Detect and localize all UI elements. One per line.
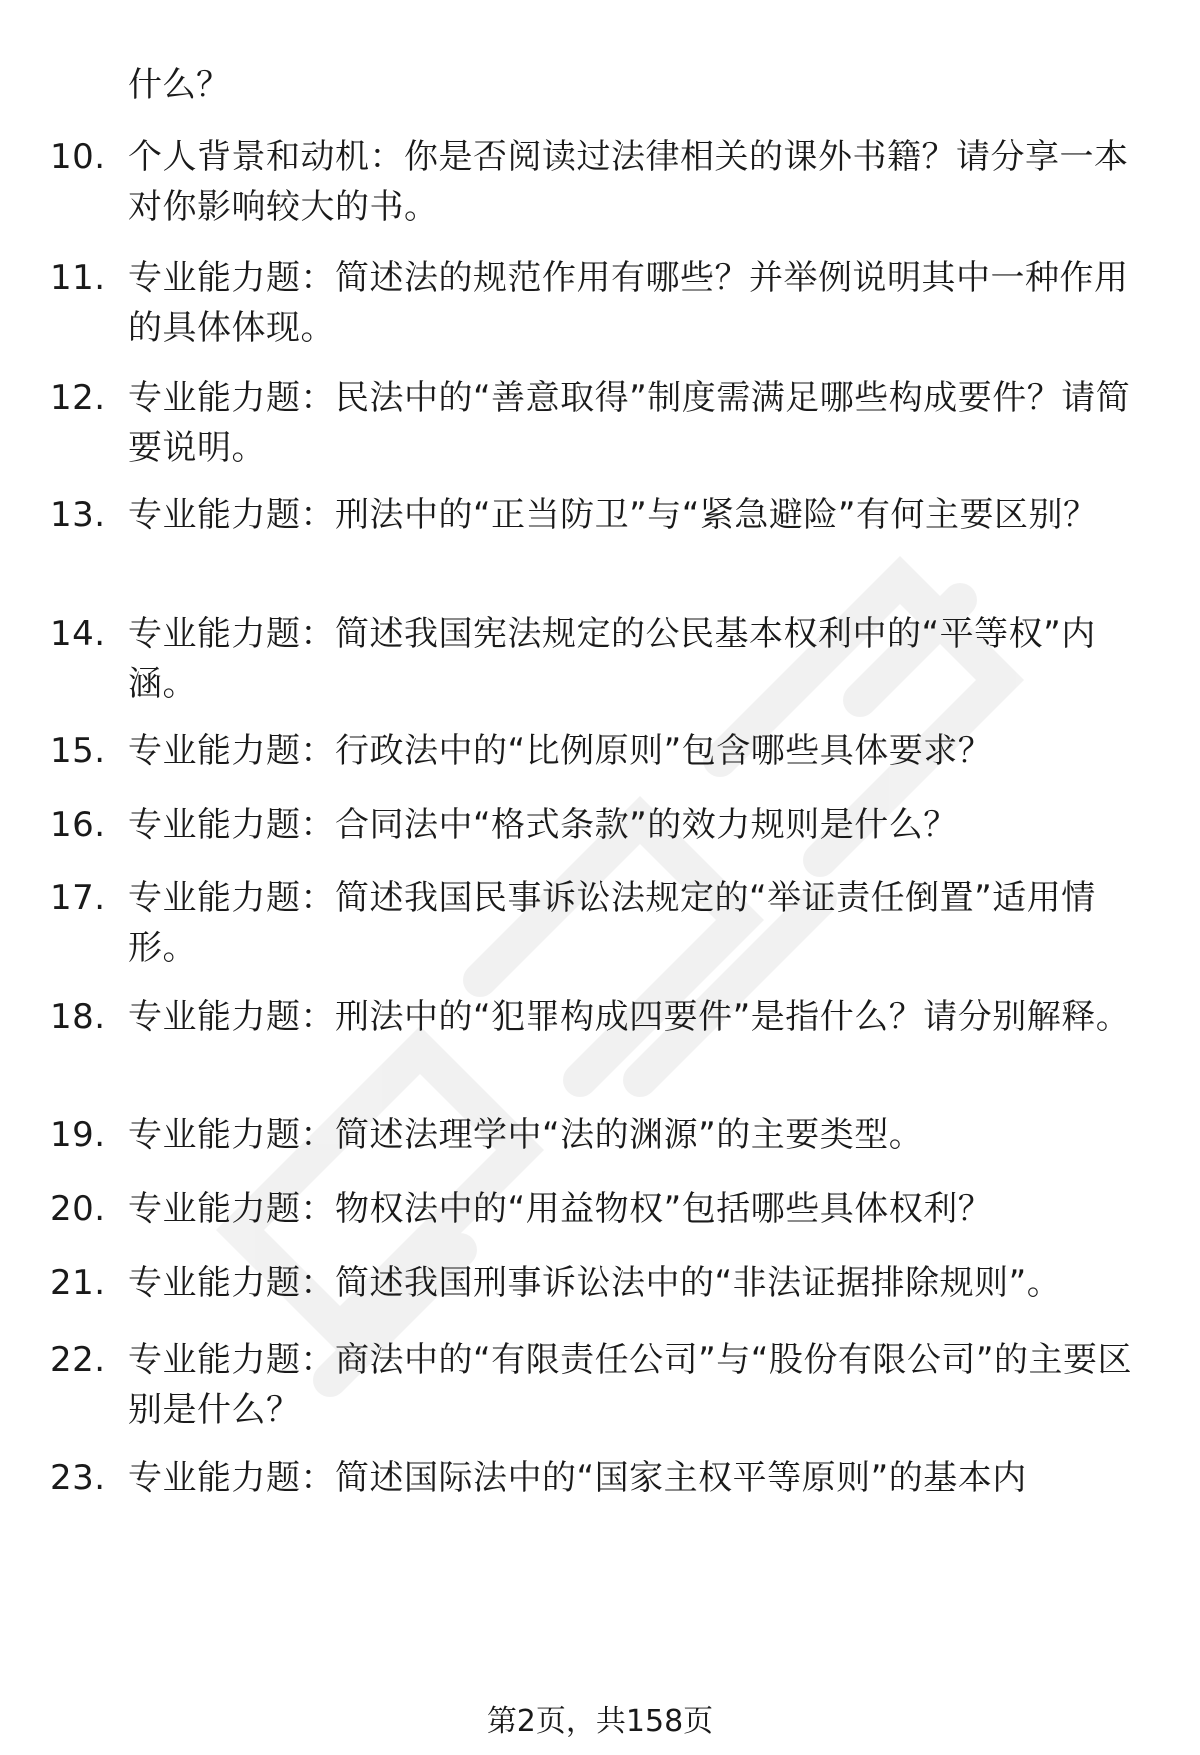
question-text: 专业能力题：行政法中的“比例原则”包含哪些具体要求？ <box>128 731 993 771</box>
question-text: 专业能力题：民法中的“善意取得”制度需满足哪些构成要件？请简要说明。 <box>128 378 1131 468</box>
question-item <box>50 1335 1160 1435</box>
question-number: 23. <box>50 1458 106 1498</box>
question-number: 10. <box>50 137 106 177</box>
question-text: 个人背景和动机：你是否阅读过法律相关的课外书籍？请分享一本对你影响较大的书。 <box>128 137 1129 227</box>
question-item <box>50 992 1160 1042</box>
question-number: 18. <box>50 997 106 1037</box>
question-number: 19. <box>50 1115 106 1155</box>
question-text: 专业能力题：简述国际法中的“国家主权平等原则”的基本内 <box>128 1458 1027 1498</box>
question-number: 17. <box>50 878 106 918</box>
question-text: 专业能力题：商法中的“有限责任公司”与“股份有限公司”的主要区别是什么？ <box>128 1340 1132 1430</box>
question-text: 专业能力题：简述法的规范作用有哪些？并举例说明其中一种作用的具体体现。 <box>128 258 1129 348</box>
question-item <box>50 490 1160 540</box>
question-item <box>50 1453 1160 1503</box>
question-item <box>50 1110 1160 1160</box>
question-number: 16. <box>50 805 106 845</box>
question-text: 专业能力题：简述我国民事诉讼法规定的“举证责任倒置”适用情形。 <box>128 878 1096 968</box>
question-item <box>50 873 1160 973</box>
question-item <box>50 373 1160 473</box>
question-number: 12. <box>50 378 106 418</box>
question-item <box>50 609 1160 709</box>
question-number: 21. <box>50 1263 106 1303</box>
question-item <box>50 1184 1160 1234</box>
question-text: 专业能力题：刑法中的“正当防卫”与“紧急避险”有何主要区别？ <box>128 495 1098 535</box>
question-item <box>50 726 1160 776</box>
question-number: 20. <box>50 1189 106 1229</box>
question-text: 专业能力题：物权法中的“用益物权”包括哪些具体权利？ <box>128 1189 993 1229</box>
question-number: 14. <box>50 614 106 654</box>
question-text: 专业能力题：简述我国宪法规定的公民基本权利中的“平等权”内涵。 <box>128 614 1096 704</box>
question-text: 专业能力题：简述法理学中“法的渊源”的主要类型。 <box>128 1115 924 1155</box>
page-footer: 第2页，共158页 <box>486 1704 714 1739</box>
question-number: 13. <box>50 495 106 535</box>
continued-question-text: 什么？ <box>128 65 230 105</box>
question-text: 专业能力题：简述我国刑事诉讼法中的“非法证据排除规则”。 <box>128 1263 1062 1303</box>
question-item <box>50 800 1160 850</box>
question-text: 专业能力题：刑法中的“犯罪构成四要件”是指什么？请分别解释。 <box>128 997 1131 1037</box>
question-number: 22. <box>50 1340 106 1380</box>
question-item <box>50 132 1160 232</box>
question-item <box>50 253 1160 353</box>
question-number: 11. <box>50 258 106 298</box>
question-item <box>50 1258 1160 1308</box>
question-text: 专业能力题：合同法中“格式条款”的效力规则是什么？ <box>128 805 958 845</box>
question-number: 15. <box>50 731 106 771</box>
